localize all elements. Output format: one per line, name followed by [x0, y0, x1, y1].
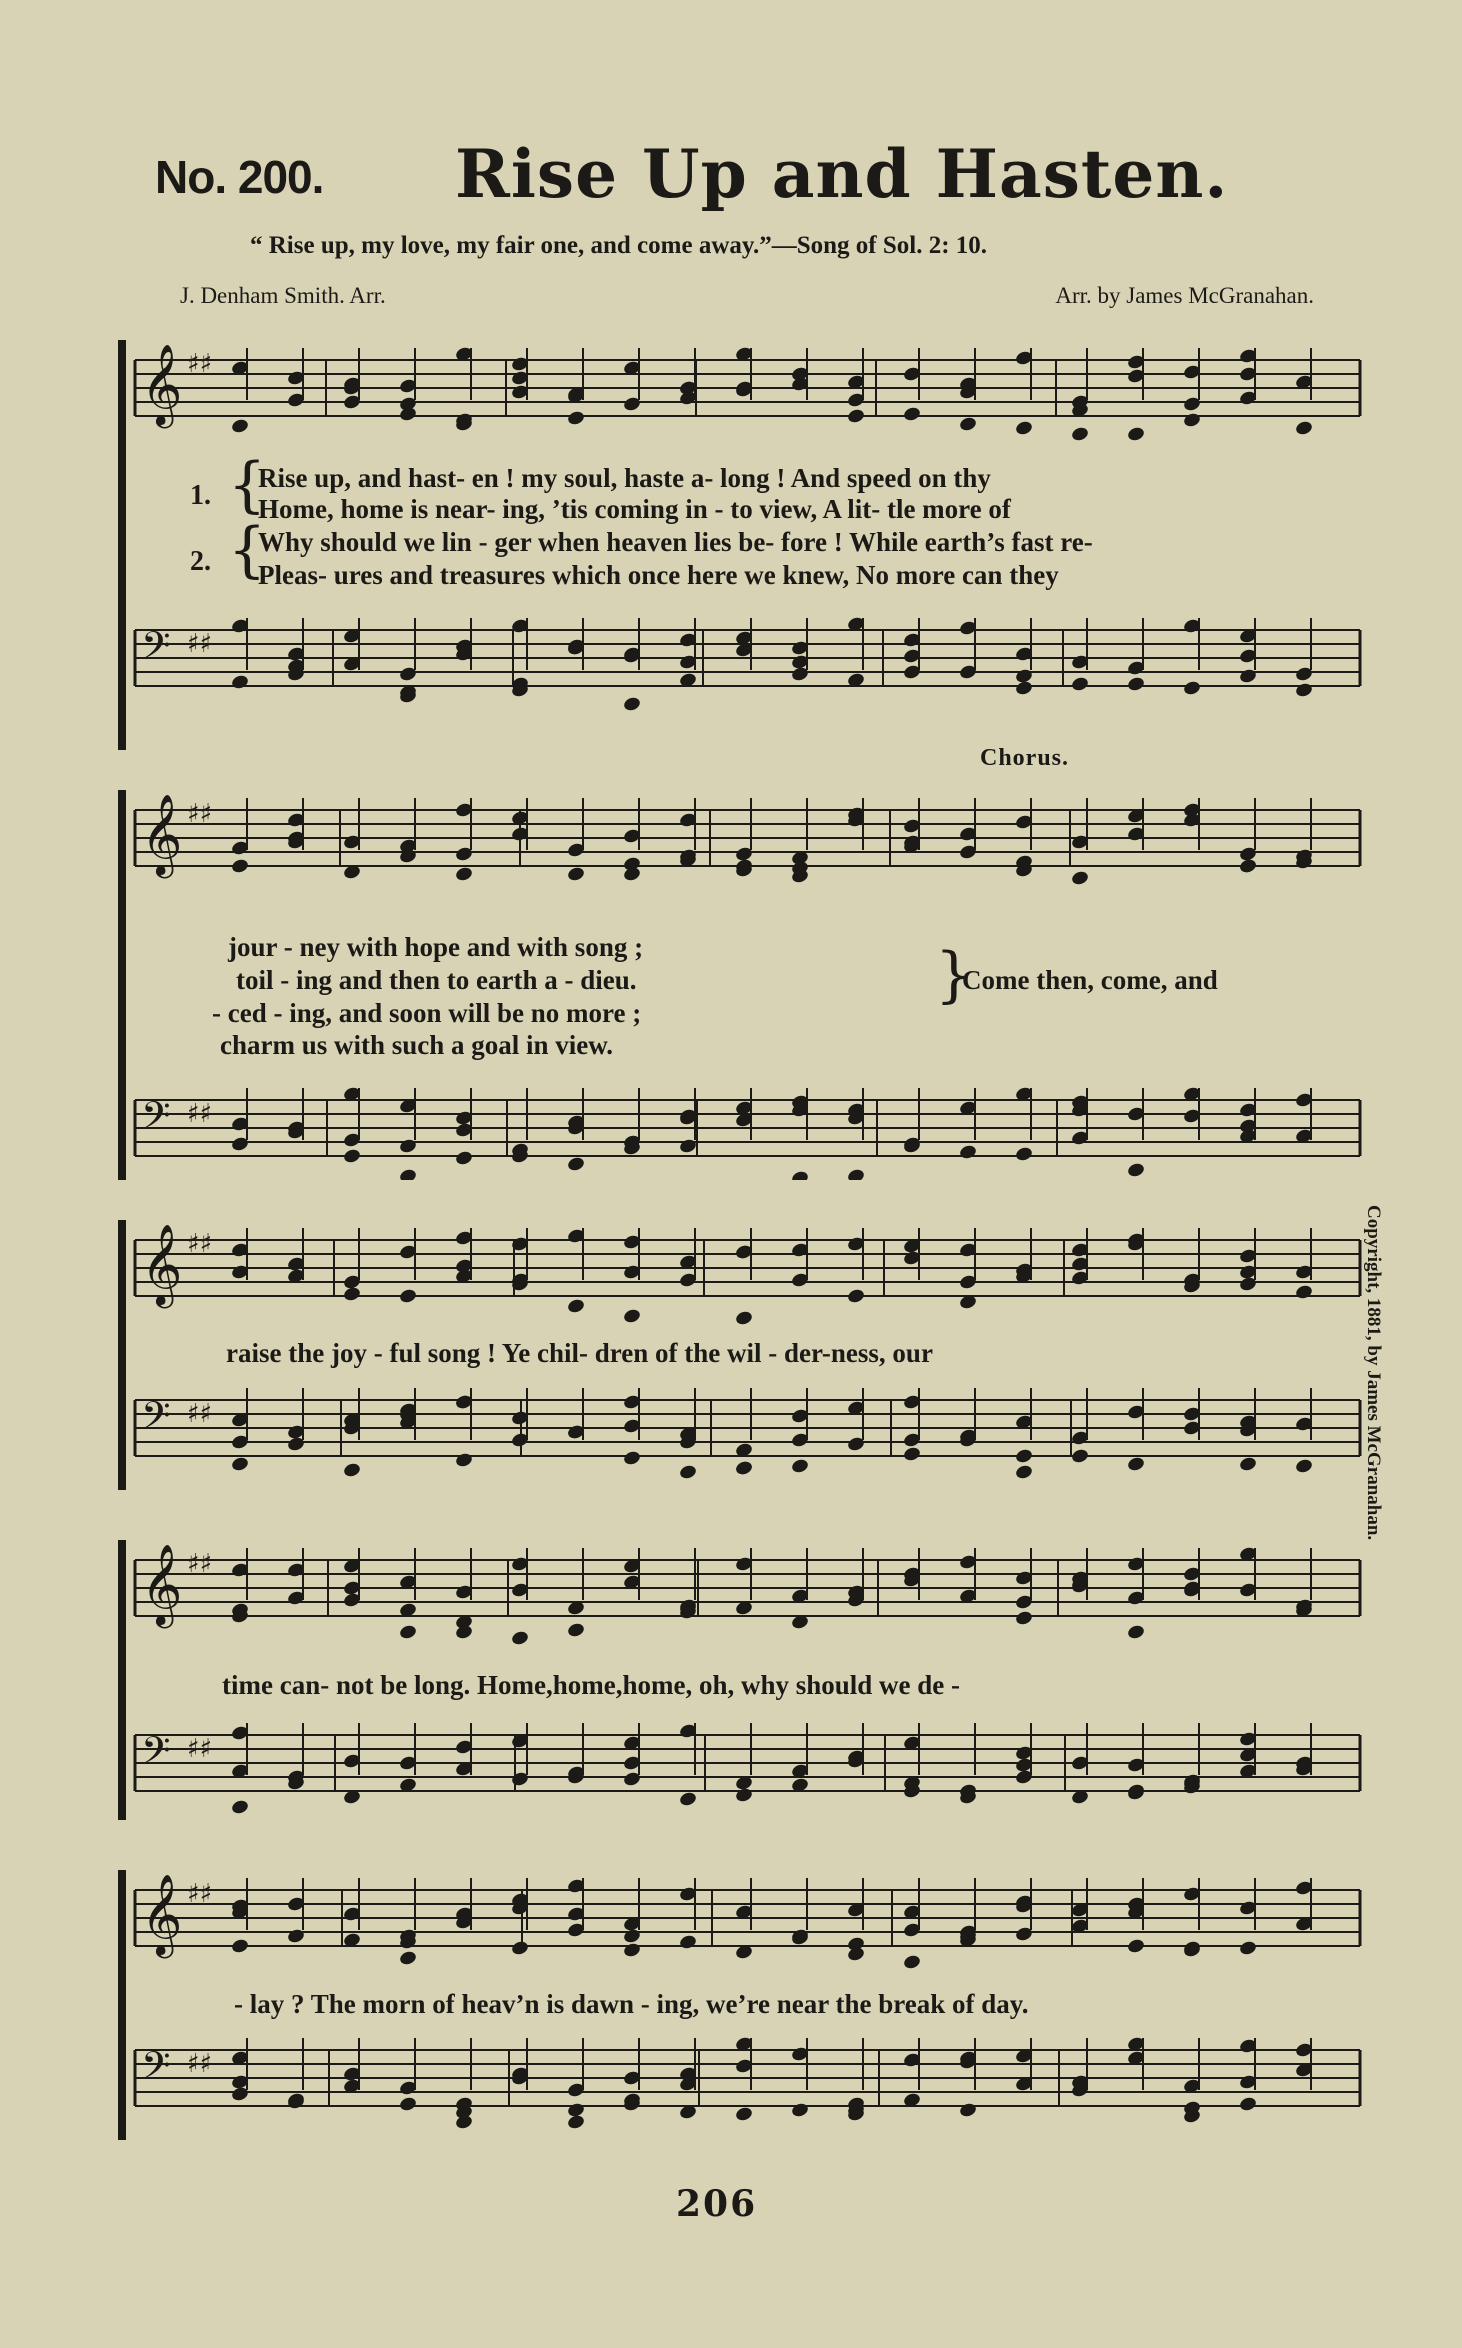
- treble-staff: [135, 343, 1360, 442]
- copyright-notice: Copyright, 1881, by James McGranahan.: [1363, 1205, 1384, 1541]
- lyric-line-3: Why should we lin - ger when heaven lies be- fore ! While earth’s fast re-: [258, 527, 1093, 557]
- composer-credit: J. Denham Smith. Arr.: [180, 283, 386, 308]
- bass-clef-icon: 𝄢: [141, 1093, 171, 1147]
- key-signature: ♯♯: [187, 1399, 213, 1429]
- treble-clef-icon: 𝄞: [141, 1543, 183, 1625]
- bass-clef-icon: 𝄢: [141, 2043, 171, 2097]
- lyric-line-4: charm us with such a goal in view.: [220, 1030, 614, 1060]
- lyric-line-2: Home, home is near- ing, ’tis coming in - to view, A lit- tle more of: [258, 494, 1011, 524]
- bass-clef-icon: 𝄢: [141, 1393, 171, 1447]
- bass-staff: [135, 1723, 1360, 1816]
- key-signature: ♯♯: [187, 629, 213, 659]
- lyric-line-1: Rise up, and hast- en ! my soul, haste a- long ! And speed on thy: [258, 463, 991, 493]
- key-signature: ♯♯: [187, 1229, 213, 1259]
- lyric-line-1: jour - ney with hope and with song ;: [228, 932, 644, 962]
- lyric-line-2: toil - ing and then to earth a - dieu.: [236, 965, 637, 995]
- bass-clef-icon: 𝄢: [141, 1728, 171, 1782]
- key-signature: ♯♯: [187, 1549, 213, 1579]
- treble-clef-icon: 𝄞: [141, 793, 183, 875]
- lyric-line-3: - ced - ing, and soon will be no more ;: [212, 998, 642, 1028]
- verse-1-number: 1.: [190, 480, 211, 511]
- lyric-line-4: Pleas- ures and treasures which once here we knew, No more can they: [258, 560, 1059, 590]
- hymn-number: No. 200.: [155, 151, 324, 203]
- lyric-line-1: - lay ? The morn of heav’n is dawn - ing, we’re near the break of day.: [234, 1989, 1029, 2019]
- lyric-line-1: time can- not be long. Home,home,home, oh, why should we de -: [222, 1670, 961, 1700]
- key-signature: ♯♯: [187, 349, 213, 379]
- arranger-credit: Arr. by James McGranahan.: [1055, 283, 1314, 308]
- bass-staff: [135, 2036, 1360, 2131]
- treble-staff: [135, 793, 1360, 886]
- verse-2-brace: {: [228, 515, 267, 585]
- key-signature: ♯♯: [187, 1734, 213, 1764]
- chorus-words: Come then, come, and: [962, 965, 1218, 995]
- lyric-line-1: raise the joy - ful song ! Ye chil- dren of the wil - der-ness, our: [226, 1338, 933, 1368]
- epigraph: “ Rise up, my love, my fair one, and come away.”—Song of Sol. 2: 10.: [250, 232, 988, 259]
- key-signature: ♯♯: [187, 1879, 213, 1909]
- key-signature: ♯♯: [187, 799, 213, 829]
- key-signature: ♯♯: [187, 1099, 213, 1129]
- verse-1-brace: {: [228, 450, 267, 520]
- bass-staff: [135, 1388, 1360, 1480]
- chorus-label: Chorus.: [980, 745, 1070, 771]
- bass-staff: [135, 616, 1360, 713]
- treble-clef-icon: 𝄞: [141, 1223, 183, 1305]
- treble-staff: [135, 1543, 1360, 1646]
- bass-staff: [135, 1086, 1360, 1180]
- treble-clef-icon: 𝄞: [141, 343, 183, 425]
- treble-staff: [135, 1873, 1360, 1970]
- key-signature: ♯♯: [187, 2049, 213, 2079]
- verse-2-number: 2.: [190, 546, 211, 577]
- hymn-title: Rise Up and Hasten.: [455, 135, 1229, 213]
- page-number: 206: [676, 2183, 758, 2225]
- bass-clef-icon: 𝄢: [141, 623, 171, 677]
- treble-clef-icon: 𝄞: [141, 1873, 183, 1955]
- treble-staff: [135, 1223, 1360, 1326]
- chorus-brace: }: [935, 940, 974, 1010]
